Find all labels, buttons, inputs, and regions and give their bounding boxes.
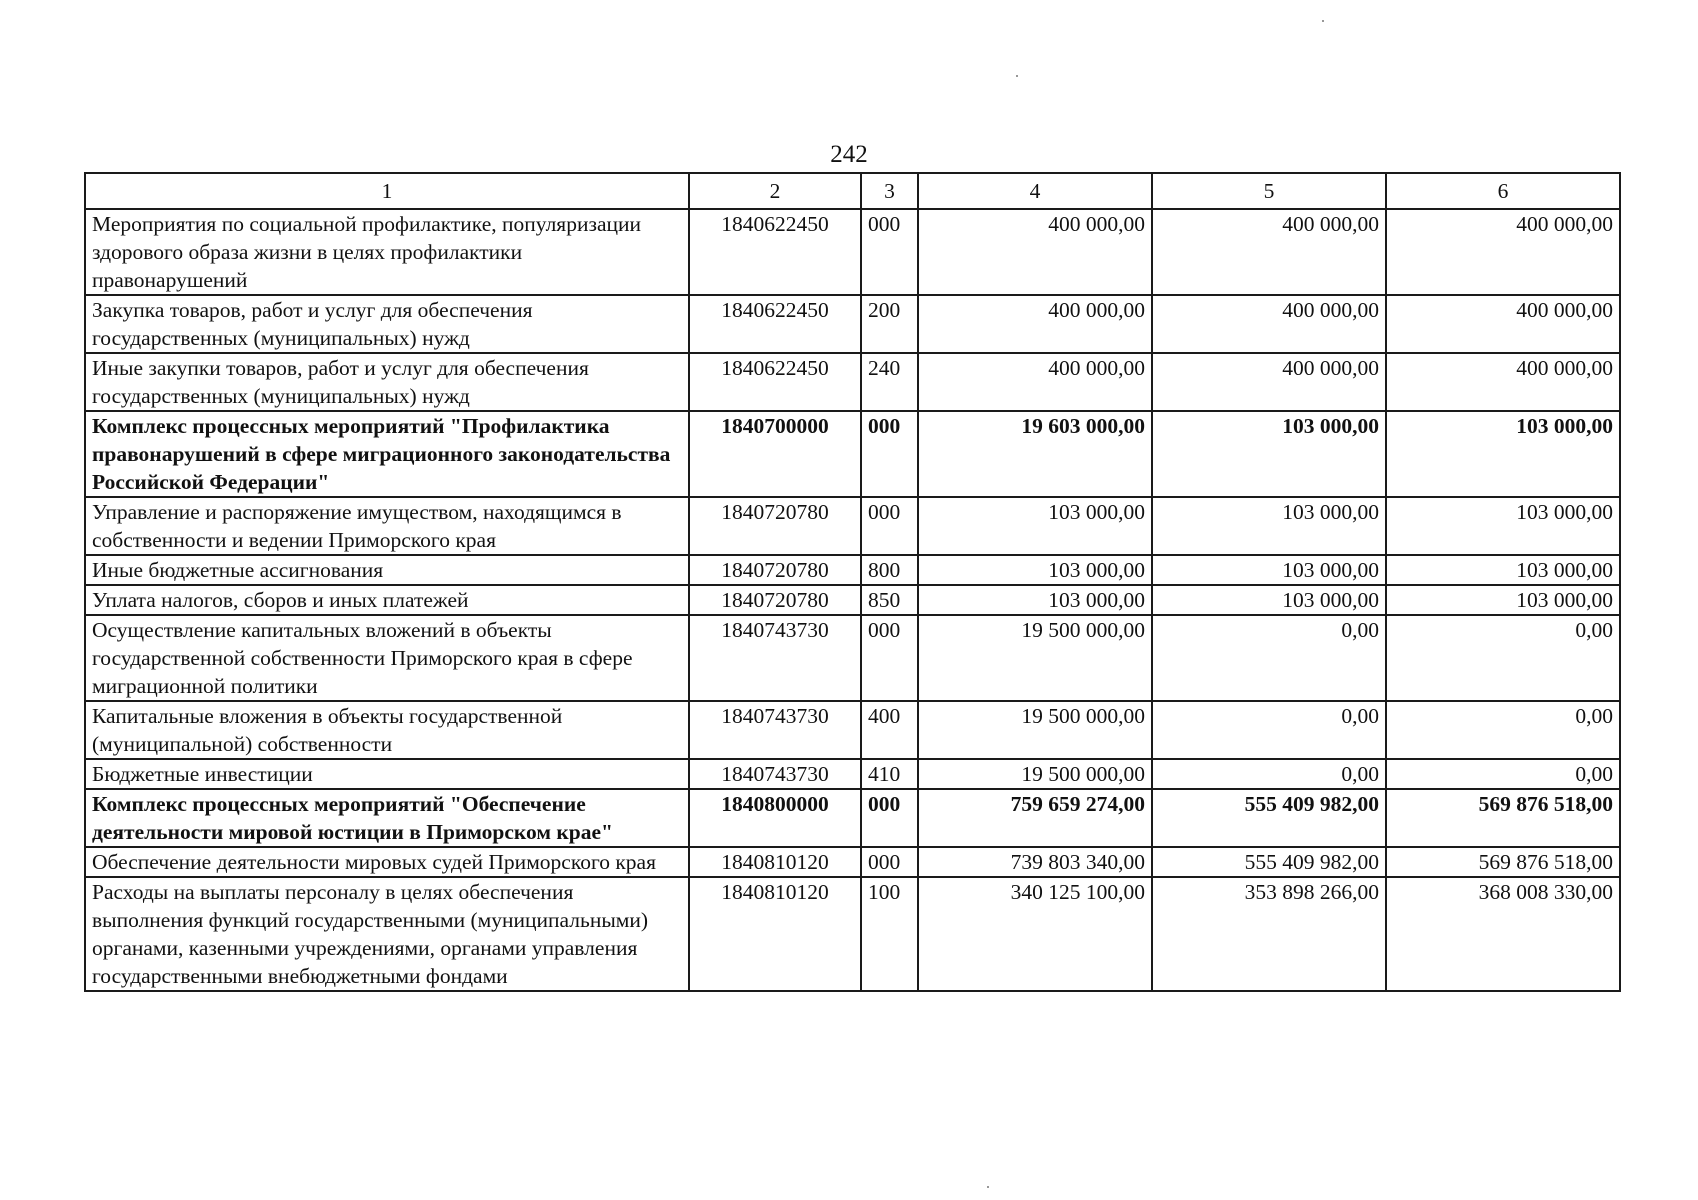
amount-col-5: 103 000,00: [1152, 411, 1386, 497]
target-article-code: 1840810120: [689, 877, 861, 991]
expense-type-code: 000: [861, 789, 918, 847]
amount-col-6: 400 000,00: [1386, 295, 1620, 353]
target-article-code: 1840622450: [689, 209, 861, 295]
target-article-code: 1840622450: [689, 353, 861, 411]
amount-col-5: 0,00: [1152, 615, 1386, 701]
target-article-code: 1840810120: [689, 847, 861, 877]
amount-col-5: 0,00: [1152, 759, 1386, 789]
row-description: Закупка товаров, работ и услуг для обеспечения государственных (муниципальных) нужд: [85, 295, 689, 353]
amount-col-5: 103 000,00: [1152, 497, 1386, 555]
expense-type-code: 850: [861, 585, 918, 615]
amount-col-4: 19 500 000,00: [918, 615, 1152, 701]
table-row: [85, 411, 1620, 497]
row-description: Обеспечение деятельности мировых судей Приморского края: [85, 847, 689, 877]
amount-col-4: 19 500 000,00: [918, 759, 1152, 789]
expense-type-code: 400: [861, 701, 918, 759]
target-article-code: 1840743730: [689, 701, 861, 759]
column-header: 1: [85, 173, 689, 209]
row-description: Комплекс процессных мероприятий "Обеспечение деятельности мировой юстиции в Приморском крае": [85, 789, 689, 847]
target-article-code: 1840743730: [689, 615, 861, 701]
amount-col-4: 103 000,00: [918, 555, 1152, 585]
table-row: [85, 295, 1620, 353]
row-description: Управление и распоряжение имуществом, находящимся в собственности и ведении Приморского края: [85, 497, 689, 555]
table-row: [85, 847, 1620, 877]
column-header: 6: [1386, 173, 1620, 209]
expense-type-code: 000: [861, 847, 918, 877]
amount-col-4: 19 603 000,00: [918, 411, 1152, 497]
target-article-code: 1840720780: [689, 555, 861, 585]
row-description: Комплекс процессных мероприятий "Профилактика правонарушений в сфере миграционного законодательства Российской Федерации": [85, 411, 689, 497]
table-row: [85, 615, 1620, 701]
scan-speck: [1016, 75, 1018, 77]
amount-col-5: 400 000,00: [1152, 353, 1386, 411]
row-description: Иные бюджетные ассигнования: [85, 555, 689, 585]
amount-col-6: 0,00: [1386, 701, 1620, 759]
amount-col-6: 0,00: [1386, 615, 1620, 701]
page-number: 242: [830, 141, 868, 168]
expense-type-code: 000: [861, 209, 918, 295]
row-description: Капитальные вложения в объекты государственной (муниципальной) собственности: [85, 701, 689, 759]
row-description: Расходы на выплаты персоналу в целях обеспечения выполнения функций государственными (муниципальными) органами, казенными учреждениями, органами управления государственными внебюджетными фондами: [85, 877, 689, 991]
amount-col-4: 19 500 000,00: [918, 701, 1152, 759]
amount-col-6: 569 876 518,00: [1386, 789, 1620, 847]
scan-speck: [987, 1186, 989, 1188]
amount-col-6: 103 000,00: [1386, 497, 1620, 555]
amount-col-4: 103 000,00: [918, 585, 1152, 615]
target-article-code: 1840800000: [689, 789, 861, 847]
table-row: [85, 209, 1620, 295]
expense-type-code: 000: [861, 411, 918, 497]
amount-col-5: 103 000,00: [1152, 555, 1386, 585]
amount-col-6: 103 000,00: [1386, 555, 1620, 585]
table-row: [85, 585, 1620, 615]
target-article-code: 1840700000: [689, 411, 861, 497]
amount-col-6: 400 000,00: [1386, 353, 1620, 411]
column-header: 4: [918, 173, 1152, 209]
amount-col-6: 103 000,00: [1386, 411, 1620, 497]
table-row: [85, 555, 1620, 585]
amount-col-4: 340 125 100,00: [918, 877, 1152, 991]
amount-col-5: 400 000,00: [1152, 295, 1386, 353]
budget-table: [84, 172, 1621, 992]
row-description: Уплата налогов, сборов и иных платежей: [85, 585, 689, 615]
expense-type-code: 240: [861, 353, 918, 411]
amount-col-5: 555 409 982,00: [1152, 847, 1386, 877]
amount-col-6: 368 008 330,00: [1386, 877, 1620, 991]
expense-type-code: 410: [861, 759, 918, 789]
amount-col-4: 400 000,00: [918, 209, 1152, 295]
amount-col-5: 0,00: [1152, 701, 1386, 759]
amount-col-6: 400 000,00: [1386, 209, 1620, 295]
row-description: Мероприятия по социальной профилактике, популяризации здорового образа жизни в целях профилактики правонарушений: [85, 209, 689, 295]
amount-col-5: 555 409 982,00: [1152, 789, 1386, 847]
table-row: [85, 789, 1620, 847]
expense-type-code: 200: [861, 295, 918, 353]
target-article-code: 1840720780: [689, 585, 861, 615]
target-article-code: 1840743730: [689, 759, 861, 789]
table-row: [85, 497, 1620, 555]
amount-col-5: 103 000,00: [1152, 585, 1386, 615]
row-description: Осуществление капитальных вложений в объекты государственной собственности Приморского края в сфере миграционной политики: [85, 615, 689, 701]
column-header: 5: [1152, 173, 1386, 209]
expense-type-code: 000: [861, 615, 918, 701]
column-header: 3: [861, 173, 918, 209]
row-description: Бюджетные инвестиции: [85, 759, 689, 789]
amount-col-4: 739 803 340,00: [918, 847, 1152, 877]
target-article-code: 1840720780: [689, 497, 861, 555]
target-article-code: 1840622450: [689, 295, 861, 353]
header-row: [85, 173, 1620, 209]
table-row: [85, 759, 1620, 789]
column-header: 2: [689, 173, 861, 209]
row-description: Иные закупки товаров, работ и услуг для обеспечения государственных (муниципальных) нужд: [85, 353, 689, 411]
table-row: [85, 353, 1620, 411]
scan-speck: [1322, 20, 1324, 22]
table-row: [85, 701, 1620, 759]
amount-col-6: 103 000,00: [1386, 585, 1620, 615]
table-row: [85, 877, 1620, 991]
amount-col-5: 400 000,00: [1152, 209, 1386, 295]
amount-col-4: 759 659 274,00: [918, 789, 1152, 847]
expense-type-code: 000: [861, 497, 918, 555]
expense-type-code: 800: [861, 555, 918, 585]
amount-col-5: 353 898 266,00: [1152, 877, 1386, 991]
amount-col-4: 103 000,00: [918, 497, 1152, 555]
amount-col-6: 569 876 518,00: [1386, 847, 1620, 877]
amount-col-4: 400 000,00: [918, 353, 1152, 411]
amount-col-6: 0,00: [1386, 759, 1620, 789]
amount-col-4: 400 000,00: [918, 295, 1152, 353]
expense-type-code: 100: [861, 877, 918, 991]
